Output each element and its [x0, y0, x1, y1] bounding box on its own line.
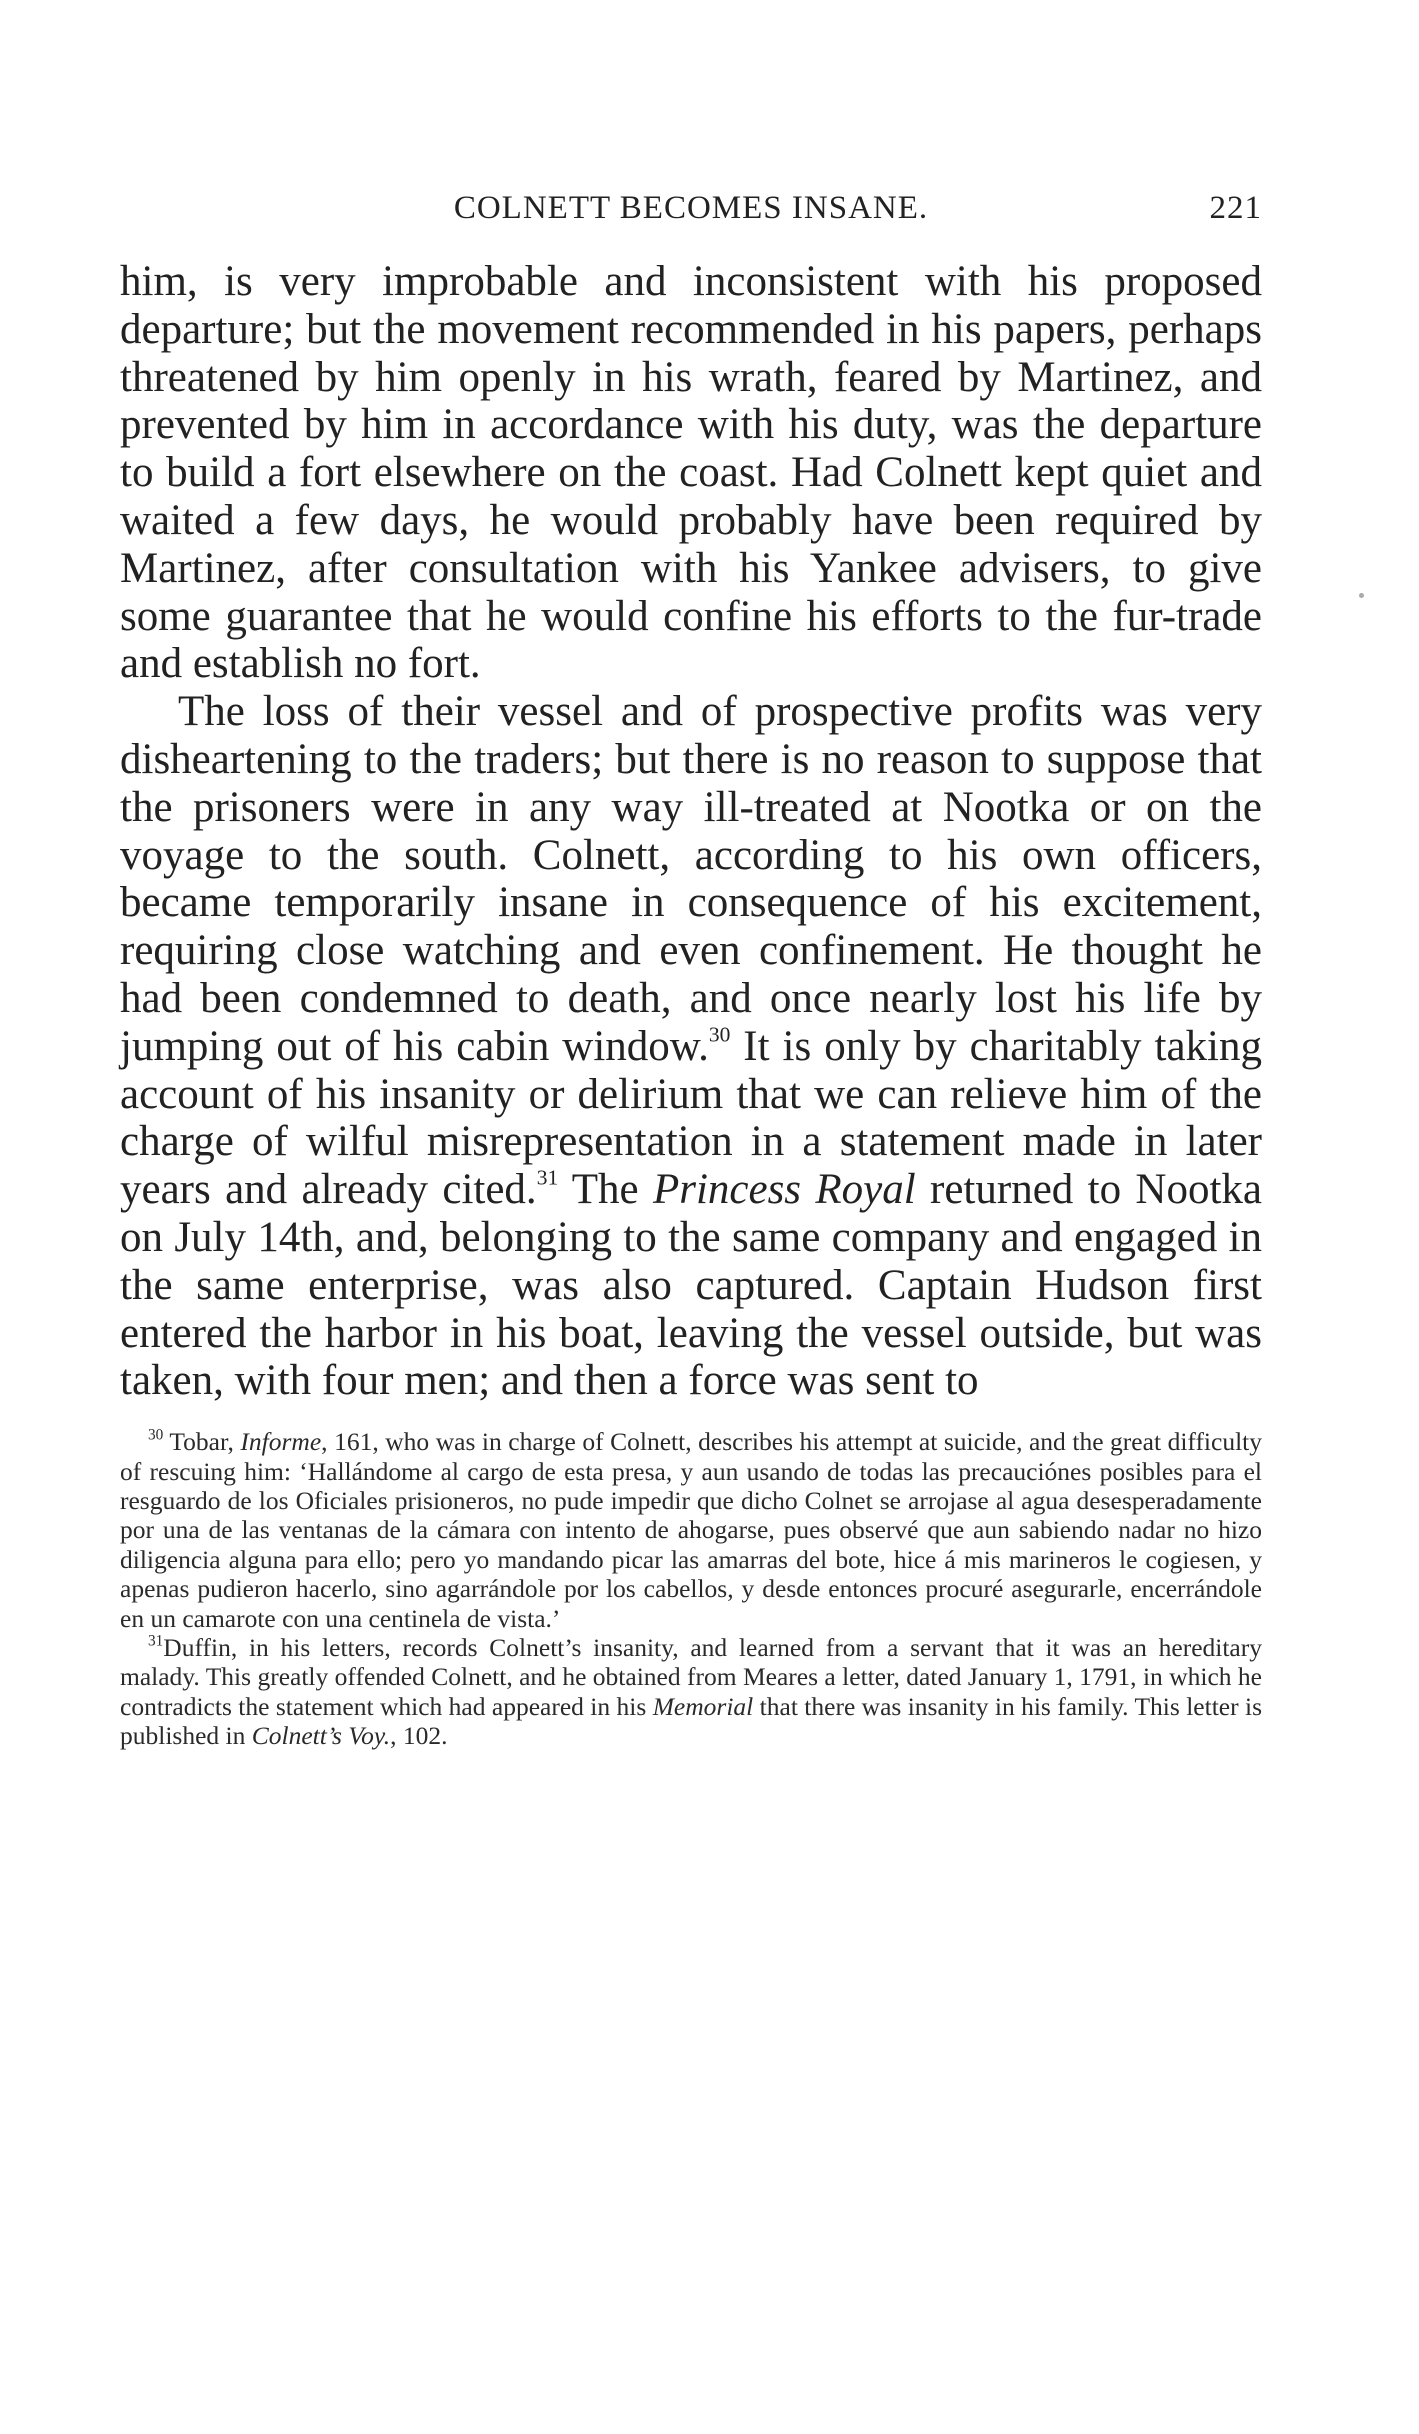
ship-name: Princess Royal — [652, 1166, 916, 1214]
paragraph-text: It is only by charitably taking account of his insanity or delirium that we can relieve him of the charge of wilful misrepresentation in a statement made in later years and already cited. — [120, 1022, 1262, 1214]
running-head — [120, 190, 1262, 240]
paragraph — [120, 688, 1262, 1405]
footnote-marker: 30 — [148, 1426, 164, 1444]
page-number: 221 — [1209, 190, 1262, 226]
footnote-ref-30: 30 — [708, 1022, 731, 1047]
book-page — [120, 190, 1262, 1751]
footnote-text: Duffin, in his letters, records Colnett’s insanity, and learned from a servant that it was an hereditary malady. This greatly offended Colnett, and he obtained from Meares a letter, dated January 1, 1791, in which he contradicts the statement which had appeared in his — [120, 1632, 1262, 1721]
paragraph-text: The — [558, 1166, 653, 1214]
footnote-text: , 161, who was in charge of Colnett, describes his attempt at suicide, and the great difficulty of rescuing him: ‘Hallándome al cargo de esta presa, y aun usando de todas las precauciónes posibles para el resguardo de los Oficiales prisioneros, no pude impedir que dicho Colnet se arrojase al agua desesperadamente por una de las ventanas de la cámara con intento de ahogarse, pues observé que aun sabiendo nadar no hizo diligencia alguna para ello; pero yo mandando picar las amarras del bote, hice á mis marineros le cogiesen, y apenas pudieron hacerlo, sino agarrándole por los cabellos, y desde entonces procuré asegurarle, encerrándole en un camarote con una centinela de vista.’ — [120, 1427, 1263, 1633]
footnotes — [120, 1427, 1262, 1750]
cited-work: Colnett’s Voy. — [251, 1721, 391, 1751]
paragraph-text: returned to Nootka on July 14th, and, belonging to the same company and engaged in the same enterprise, was also captured. Captain Hudson first entered the harbor in his boat, leaving the vessel outside, but was taken, with four men; and then a force was sent to — [120, 1166, 1263, 1405]
body-text — [120, 258, 1262, 1405]
footnote-text: , 102. — [390, 1721, 448, 1751]
footnote-31 — [120, 1633, 1262, 1751]
cited-work: Informe — [240, 1427, 322, 1457]
footnote-ref-31: 31 — [536, 1165, 559, 1190]
footnote-text: Tobar, — [163, 1427, 241, 1457]
footnote-marker: 31 — [148, 1632, 164, 1650]
footnote-text: that there was insanity in his family. This letter is published in — [120, 1691, 1262, 1751]
margin-speck — [1359, 593, 1364, 598]
running-title: COLNETT BECOMES INSANE. — [453, 190, 929, 226]
cited-work: Memorial — [652, 1691, 754, 1721]
paragraph-continued: him, is very improbable and inconsistent with his proposed departure; but the movement recommended in his papers, perhaps threatened by him openly in his wrath, feared by Martinez, and prevented by him in accordance with his duty, was the departure to build a fort elsewhere on the coast. Had Colnett kept quiet and waited a few days, he would probably have been required by Martinez, after consultation with his Yankee advisers, to give some guarantee that he would confine his efforts to the fur-trade and establish no fort. — [120, 258, 1262, 688]
footnote-30 — [120, 1427, 1262, 1633]
paragraph-text: The loss of their vessel and of prospective profits was very disheartening to the traders; but there is no reason to suppose that the prisoners were in any way ill-treated at Nootka or on the voyage to the south. Colnett, according to his own officers, became temporarily insane in consequence of his excitement, requiring close watching and even confinement. He thought he had been condemned to death, and once nearly lost his life by jumping out of his cabin window. — [120, 688, 1262, 1070]
